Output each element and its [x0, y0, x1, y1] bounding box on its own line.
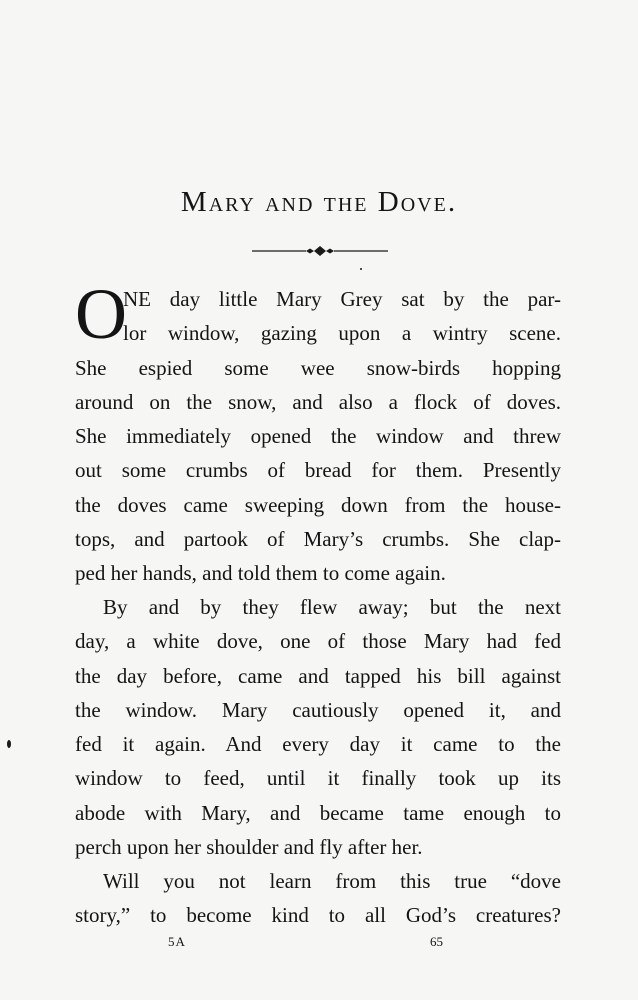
text-line: fed it again. And every day it came to the	[75, 732, 561, 757]
text-line: She espied some wee snow-birds hopping	[75, 355, 561, 380]
paragraph-3	[75, 864, 561, 933]
text-line: window to feed, until it finally took up its	[75, 766, 561, 791]
text-line: tops, and partook of Mary’s crumbs. She clap-	[75, 527, 561, 552]
scan-speck	[7, 740, 11, 748]
text-line: abode with Mary, and became tame enough to	[75, 800, 561, 825]
signature-mark: 5A	[168, 934, 186, 949]
page-number: 65	[430, 934, 443, 949]
text-line: the doves came sweeping down from the house-	[75, 492, 561, 517]
ornament-divider	[252, 244, 388, 258]
text-line: around on the snow, and also a flock of doves.	[75, 389, 561, 414]
text-line: lor window, gazing upon a wintry scene.	[123, 321, 561, 346]
text-line: She immediately opened the window and threw	[75, 424, 561, 449]
text-line: perch upon her shoulder and fly after her.	[75, 835, 423, 860]
text-line: day, a white dove, one of those Mary had fed	[75, 629, 561, 654]
text-line: NE day little Mary Grey sat by the par-	[123, 287, 561, 311]
scan-speck	[360, 268, 362, 270]
text-line: the day before, came and tapped his bill against	[75, 663, 561, 688]
paragraph-2	[75, 590, 561, 864]
text-line: out some crumbs of bread for them. Presently	[75, 458, 561, 483]
text-line: Will you not learn from this true “dove	[103, 869, 561, 893]
paragraph-1	[75, 274, 561, 591]
page-title: Mary and the Dove.	[180, 186, 458, 218]
text-line: By and by they flew away; but the next	[103, 595, 561, 619]
text-line: story,” to become kind to all God’s creatures?	[75, 903, 561, 928]
text-line: ped her hands, and told them to come again.	[75, 561, 446, 586]
drop-cap: O	[75, 274, 127, 354]
text-line: the window. Mary cautiously opened it, and	[75, 697, 561, 722]
